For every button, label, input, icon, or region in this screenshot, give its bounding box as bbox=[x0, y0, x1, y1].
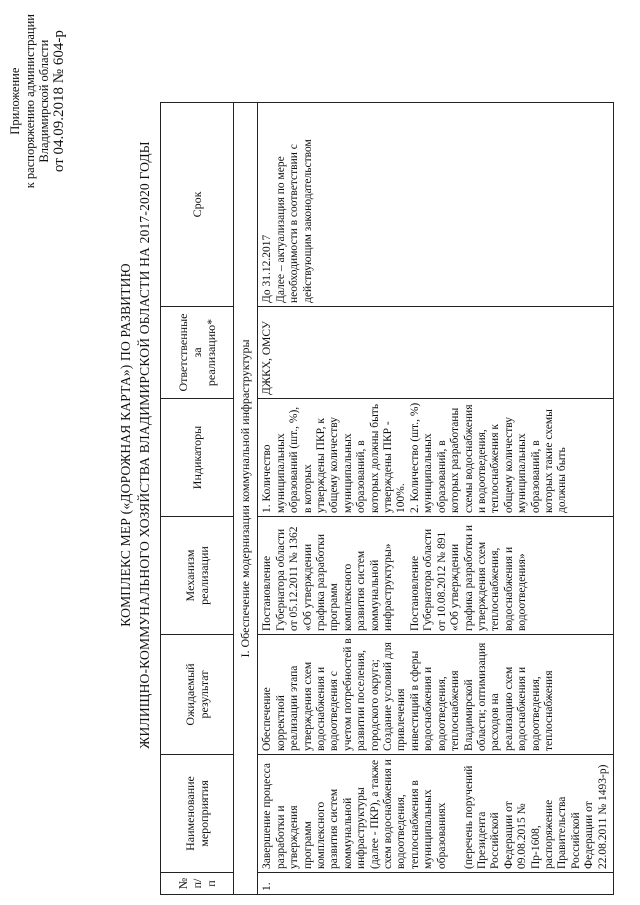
row-num: 1. bbox=[258, 873, 614, 895]
appendix-block bbox=[8, 14, 66, 188]
row-indicators: 1. Количество муниципальных образований (шт., %), в которых утверждены ПКР, к общему количеству муниципальных образований, в которых должны быть утверждены ПКР - 100%. 2. Количество (шт., %) муниципальных образований, в которых разработаны схемы водоснабжения и водоотведения, теплоснабжения к общему количеству муниципальных образований, в которых такие схемы должны быть bbox=[258, 399, 614, 517]
appendix-date-line bbox=[52, 14, 67, 188]
header-name: Наименование мероприятия bbox=[161, 755, 234, 873]
appendix-date: 04.09.2018 bbox=[50, 86, 67, 155]
section-row bbox=[234, 103, 258, 895]
row-responsible: ДЖКХ, ОМСУ bbox=[258, 307, 614, 399]
header-num: № п/п bbox=[161, 873, 234, 895]
appendix-line-2: к распоряжению администрации bbox=[22, 14, 37, 189]
appendix-number: № 604-р bbox=[50, 30, 67, 84]
appendix-line-1: Приложение bbox=[8, 67, 22, 135]
row-mechanism: Постановление Губернатора области от 05.12.2011 № 1362 «Об утверждении графика разработки программ комплексного развития систем коммунальной инфраструктуры» Постановление Губернатора области от 10.08.2012 № 891 «Об утверждении графика разработки и утверждения схем теплоснабжения, водоснабжения и водоотведения» bbox=[258, 517, 614, 635]
appendix-from: от bbox=[50, 158, 67, 173]
document-title-line-2: ЖИЛИЩНО-КОММУНАЛЬНОГО ХОЗЯЙСТВА ВЛАДИМИРСКОЙ ОБЛАСТИ НА 2017-2020 ГОДЫ bbox=[137, 141, 152, 749]
table-row bbox=[258, 103, 614, 895]
header-responsible: Ответственные за реализацию* bbox=[161, 307, 234, 399]
header-deadline: Срок bbox=[161, 103, 234, 307]
section-title: I. Обеспечение модернизации коммунальной инфраструктуры bbox=[234, 103, 258, 895]
document-title-line-1: КОМПЛЕКС МЕР («ДОРОЖНАЯ КАРТА») ПО РАЗВИТИЮ bbox=[118, 263, 133, 627]
row-name: Завершение процесса разработки и утверждения программ комплексного развития систем коммунальной инфраструктуры (далее - ПКР), а также схем водоснабжения и водоотведения, теплоснабжения в муниципальных образованиях (перечень поручений Президента Российской Федерации от 09.08.2015 № Пр-1608, распоряжение Правительства Российской Федерации от 22.08.2011 № 1493-р) bbox=[258, 755, 614, 873]
header-indicators: Индикаторы bbox=[161, 399, 234, 517]
header-result: Ожидаемый результат bbox=[161, 635, 234, 755]
appendix-line-3: Владимирской области bbox=[37, 39, 51, 163]
row-result: Обеспечение корректной реализации этапа утверждения схем водоснабжения и водоотведения с учетом потребностей в развитии поселения, городского округа; Создание условий для привлечения инвестиций в сферы водоснабжения и водоотведения, теплоснабжения Владимирской области; оптимизация расходов на реализацию схем водоснабжения и водоотведения, теплоснабжения bbox=[258, 635, 614, 755]
header-mechanism: Механизм реализации bbox=[161, 517, 234, 635]
table-header-row bbox=[161, 103, 234, 895]
row-deadline: До 31.12.2017 Далее – актуализация по мере необходимости в соответствии с действующим законодательством bbox=[258, 103, 614, 307]
roadmap-table bbox=[160, 102, 614, 895]
